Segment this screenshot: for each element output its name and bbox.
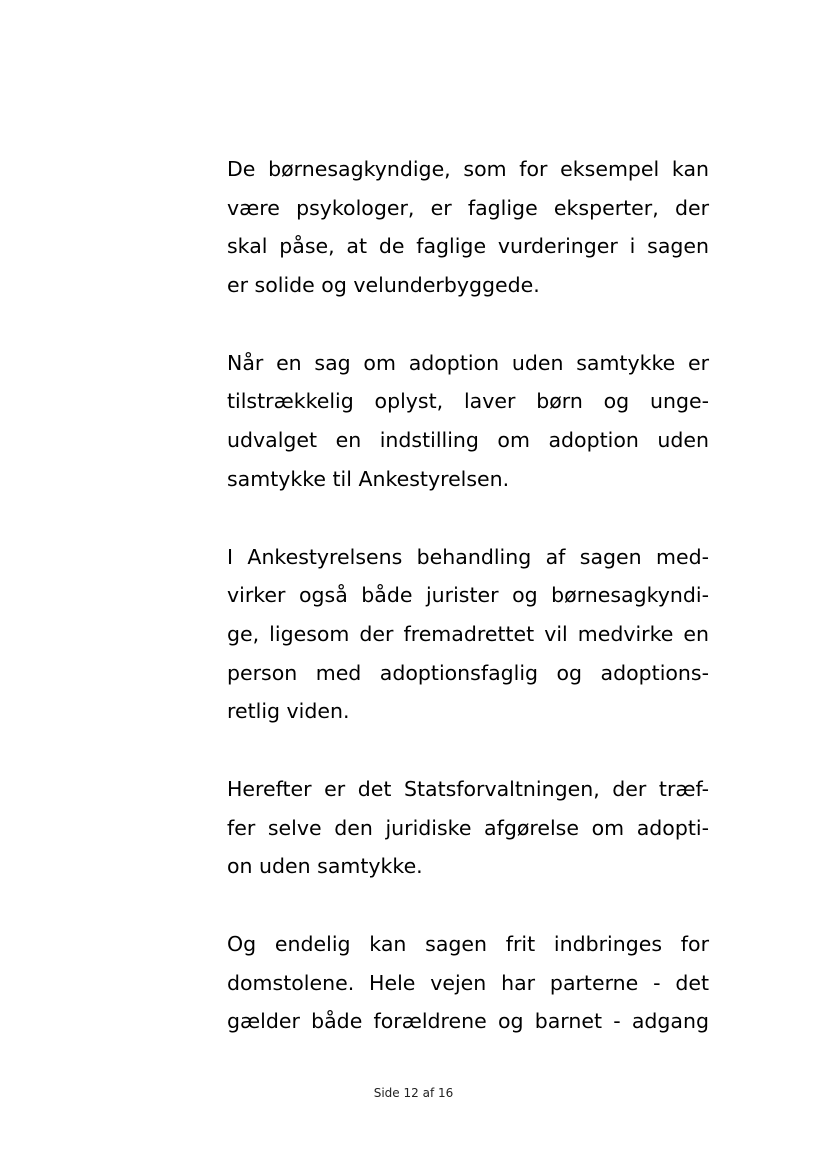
text-line: De børnesagkyndige, som for eksempel kan — [227, 157, 709, 181]
text-line: retlig viden. — [227, 699, 350, 724]
page-number: Side 12 af 16 — [373, 1086, 454, 1100]
text-line: on uden samtykke. — [227, 854, 423, 879]
text-line: tilstrækkelig oplyst, laver børn og unge- — [227, 389, 709, 414]
text-line: Herefter er det Statsforvaltningen, der træf- — [227, 776, 709, 801]
text-line: virker også både jurister og børnesagkyndi- — [227, 583, 709, 608]
text-line: skal påse, at de faglige vurderinger i sagen — [227, 234, 709, 259]
text-line: er solide og velunderbyggede. — [227, 273, 540, 298]
text-line: ge, ligesom der fremadrettet vil medvirke en — [227, 621, 709, 646]
text-line: I Ankestyrelsens behandling af sagen med- — [227, 544, 709, 569]
text-line: være psykologer, er faglige eksperter, der — [227, 195, 709, 220]
paragraph — [227, 150, 709, 305]
text-line: udvalget en indstilling om adoption uden — [227, 428, 709, 453]
paragraph — [227, 538, 709, 731]
document-body — [227, 150, 709, 1080]
paragraph — [227, 770, 709, 886]
text-line: domstolene. Hele vejen har parterne - det — [227, 970, 709, 995]
paragraph — [227, 344, 709, 499]
text-line: Og endelig kan sagen frit indbringes for — [227, 932, 709, 956]
paragraph — [227, 925, 709, 1041]
text-line: samtykke til Ankestyrelsen. — [227, 466, 510, 491]
text-line: fer selve den juridiske afgørelse om adopti- — [227, 815, 709, 840]
text-line: gælder både forældrene og barnet - adgang — [227, 1009, 709, 1034]
text-line: person med adoptionsfaglig og adoptions- — [227, 660, 709, 685]
text-line: Når en sag om adoption uden samtykke er — [227, 350, 709, 375]
